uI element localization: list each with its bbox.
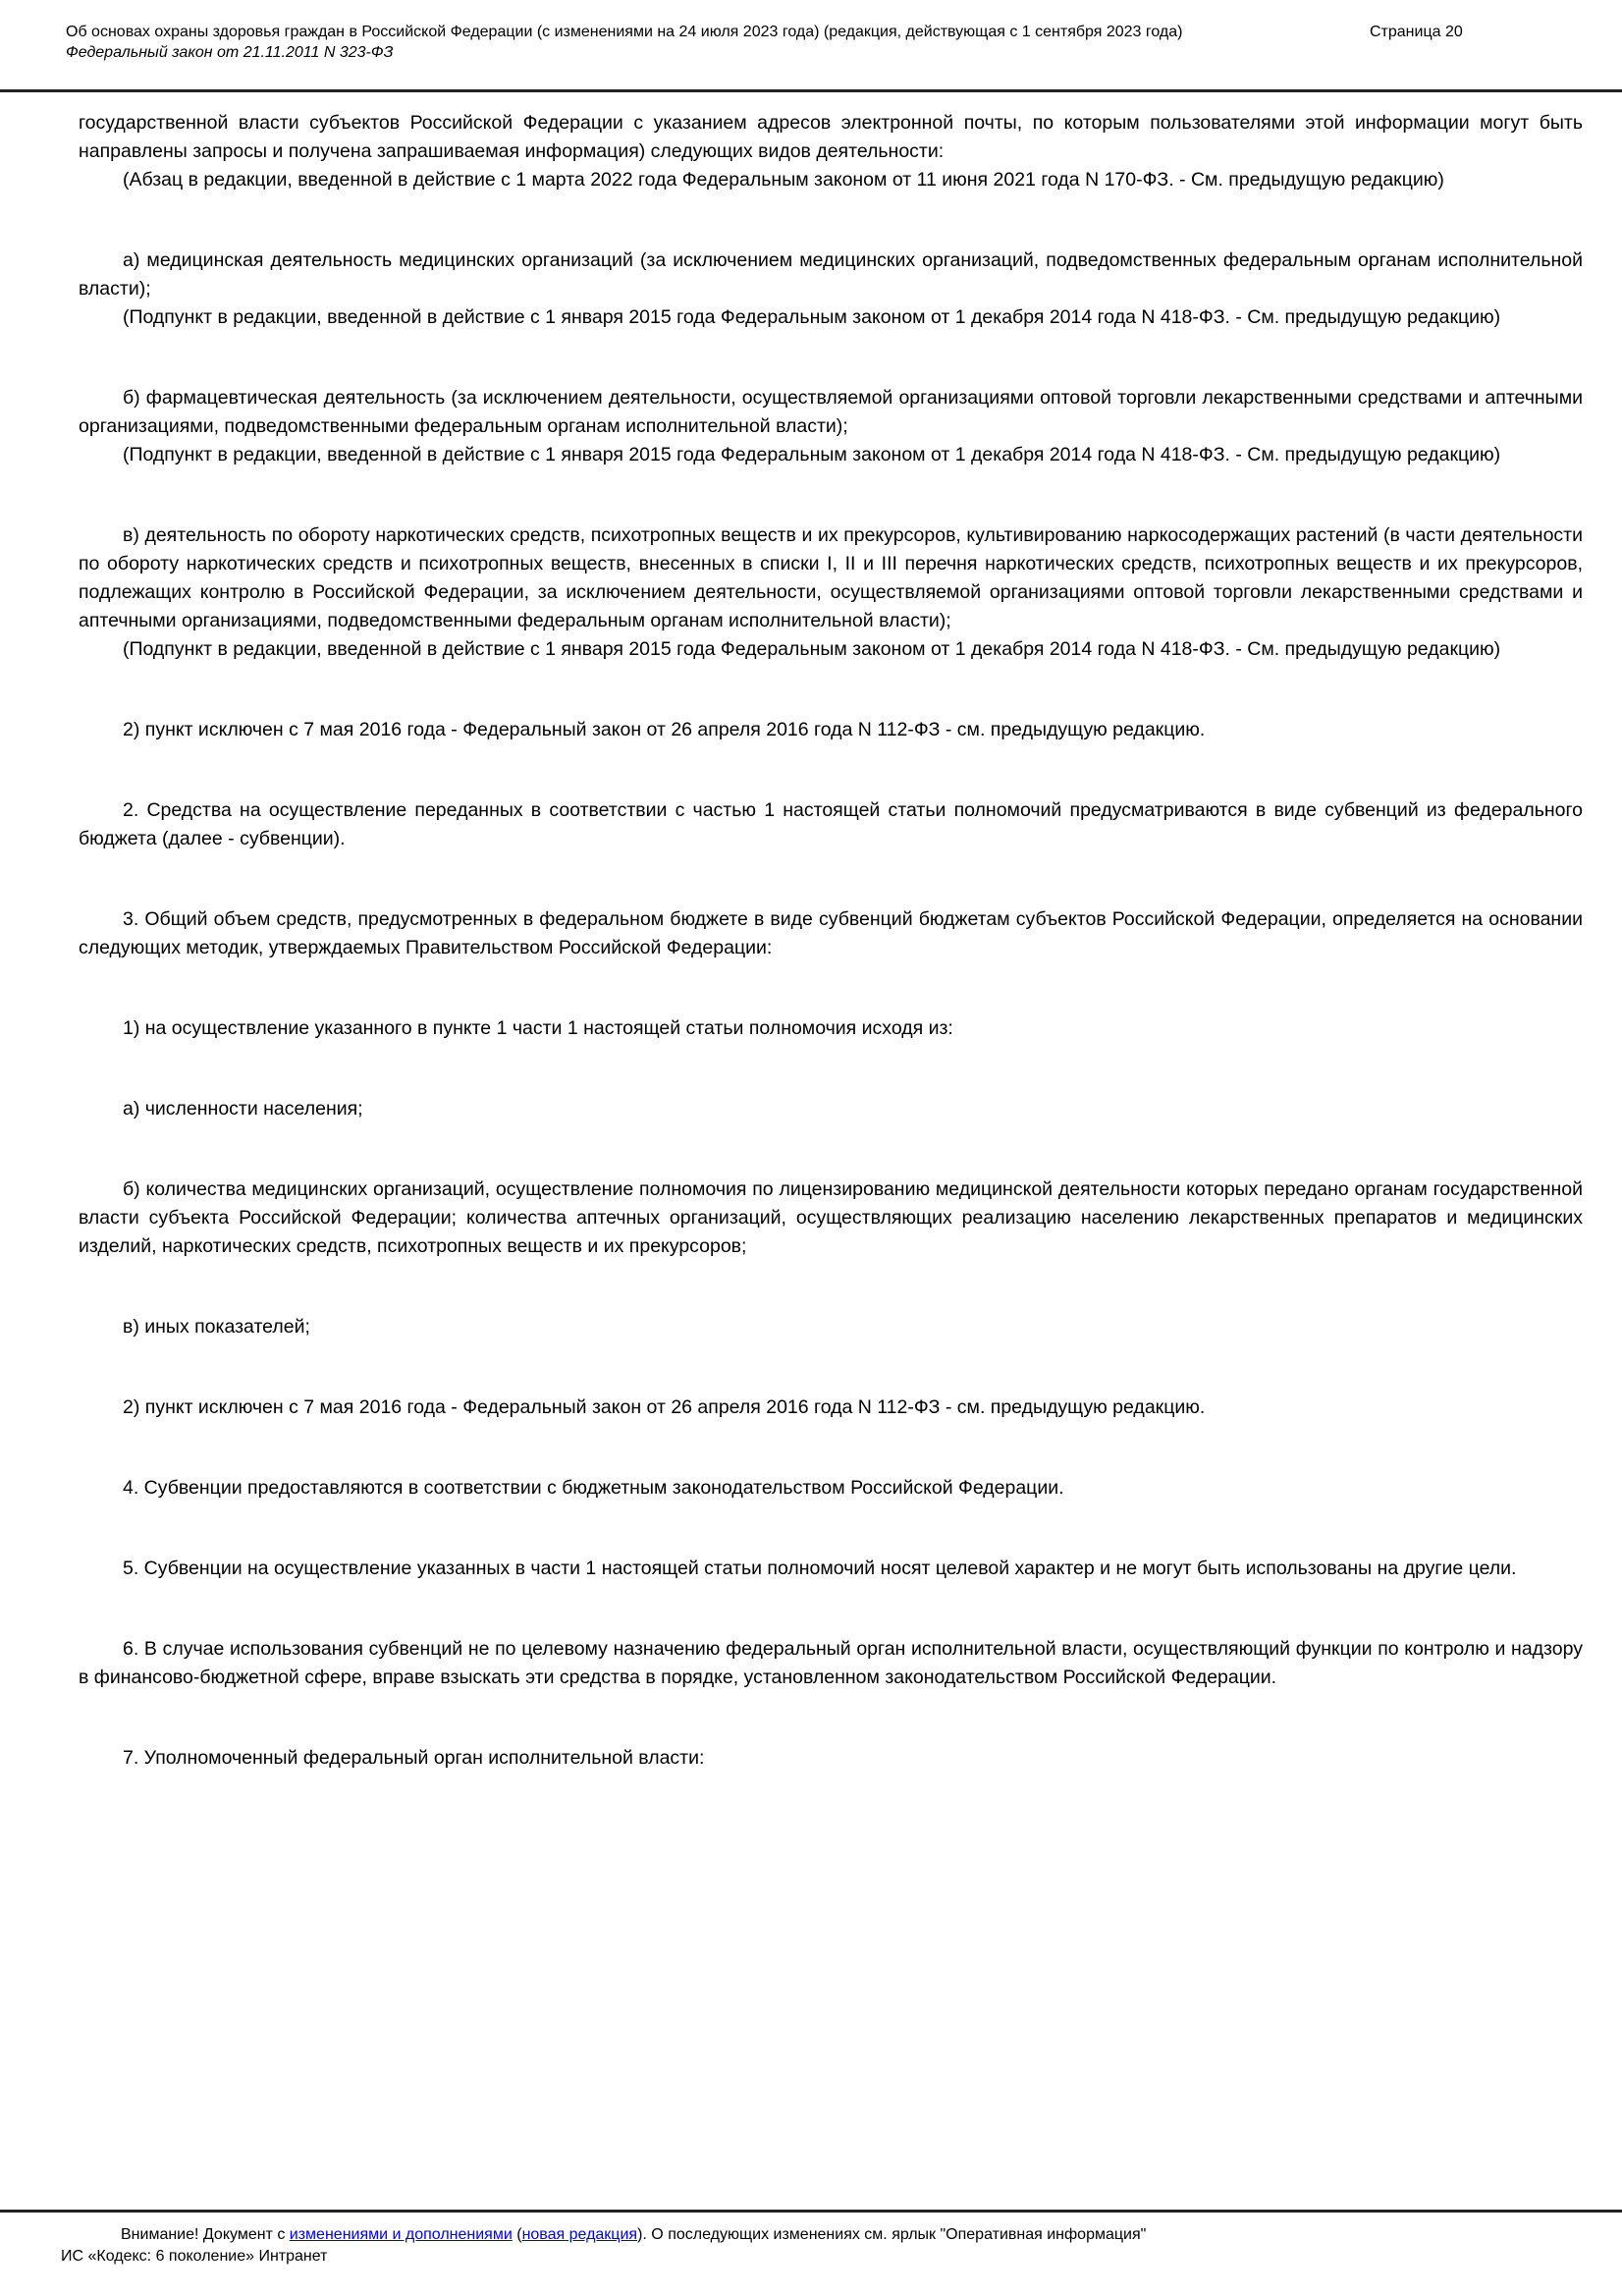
new-edition-link[interactable]: новая редакция [521, 2226, 638, 2243]
paragraph: а) медицинская деятельность медицинских организаций (за исключением медицинских организаций, подведомственных федеральным органам исполнительной власти); [79, 249, 1583, 300]
paragraph: 5. Субвенции на осуществление указанных в части 1 настоящей статьи полномочий носят целевой характер и не могут быть использованы на другие цели. [123, 1558, 1517, 1579]
footer-notice-text: ). О последующих изменениях см. ярлык "Оперативная информация" [637, 2226, 1147, 2243]
footer-notice-text: ( [512, 2226, 522, 2243]
page-number: Страница 20 [1370, 24, 1463, 40]
document-subtitle: Федеральный закон от 21.11.2011 N 323-ФЗ [66, 44, 394, 61]
paragraph: в) иных показателей; [123, 1316, 310, 1338]
paragraph: (Подпункт в редакции, введенной в действие с 1 января 2015 года Федеральным законом от 1 декабря 2014 года N 418-ФЗ. - См. предыдущую редакцию) [123, 444, 1501, 465]
system-label: ИС «Кодекс: 6 поколение» Интранет [61, 2248, 328, 2265]
paragraph: 4. Субвенции предоставляются в соответствии с бюджетным законодательством Российской Федерации. [123, 1477, 1064, 1499]
paragraph: (Подпункт в редакции, введенной в действие с 1 января 2015 года Федеральным законом от 1 декабря 2014 года N 418-ФЗ. - См. предыдущую редакцию) [123, 306, 1501, 328]
paragraph: 1) на осуществление указанного в пункте 1 части 1 настоящей статьи полномочия исходя из: [123, 1017, 953, 1039]
paragraph: (Абзац в редакции, введенной в действие с 1 марта 2022 года Федеральным законом от 11 июня 2021 года N 170-ФЗ. - См. предыдущую редакцию) [123, 169, 1444, 191]
document-footer [0, 2210, 1622, 2268]
paragraph: государственной власти субъектов Российской Федерации с указанием адресов электронной почты, по которым пользователями этой информации могут быть направлены запросы и получена запрашиваемая информация) следующих видов деятельности: [79, 112, 1583, 162]
paragraph: б) фармацевтическая деятельность (за исключением деятельности, осуществляемой организациями оптовой торговли лекарственными средствами и аптечными организациями, подведомственными федеральным органам исполнительной власти); [79, 387, 1583, 437]
paragraph: 7. Уполномоченный федеральный орган исполнительной власти: [123, 1747, 705, 1769]
amendments-link[interactable]: изменениями и дополнениями [289, 2226, 513, 2243]
paragraph: 3. Общий объем средств, предусмотренных в федеральном бюджете в виде субвенций бюджетам субъектов Российской Федерации, определяется на основании следующих методик, утверждаемых Правительством Российской Федерации: [79, 908, 1583, 958]
paragraph: а) численности населения; [123, 1098, 363, 1120]
paragraph: б) количества медицинских организаций, осуществление полномочия по лицензированию медицинской деятельности которых передано органам государственной власти субъекта Российской Федерации; количества аптечных организаций, осуществляющих реализацию населению лекарственных препаратов и медицинских изделий, наркотических средств, психотропных веществ и их прекурсоров; [79, 1178, 1583, 1257]
paragraph: 2) пункт исключен с 7 мая 2016 года - Федеральный закон от 26 апреля 2016 года N 112-ФЗ - см. предыдущую редакцию. [123, 1396, 1206, 1418]
document-title: Об основах охраны здоровья граждан в Российской Федерации (с изменениями на 24 июля 2023 года) (редакция, действующая с 1 сентября 2023 года) [66, 24, 1183, 40]
footer-notice-text: Внимание! Документ с [121, 2226, 290, 2243]
paragraph: в) деятельность по обороту наркотических средств, психотропных веществ и их прекурсоров, культивированию наркосодержащих растений (в части деятельности по обороту наркотических средств и психотропных веществ, внесенных в списки I, II и III перечня наркотических средств, психотропных веществ и их прекурсоров, подлежащих контролю в Российской Федерации, за исключением деятельности, осуществляемой организациями оптовой торговли лекарственными средствами и аптечными организациями, подведомственными федеральным органам исполнительной власти); [79, 524, 1583, 631]
paragraph: 6. В случае использования субвенций не по целевому назначению федеральный орган исполнительной власти, осуществляющий функции по контролю и надзору в финансово-бюджетной сфере, вправе взыскать эти средства в порядке, установленном законодательством Российской Федерации. [79, 1638, 1583, 1688]
paragraph: 2. Средства на осуществление переданных в соответствии с частью 1 настоящей статьи полномочий предусматриваются в виде субвенций из федерального бюджета (далее - субвенции). [79, 799, 1583, 849]
paragraph: (Подпункт в редакции, введенной в действие с 1 января 2015 года Федеральным законом от 1 декабря 2014 года N 418-ФЗ. - См. предыдущую редакцию) [123, 638, 1501, 660]
document-body [0, 92, 1622, 1773]
footer-notice [61, 2224, 1583, 2246]
paragraph: 2) пункт исключен с 7 мая 2016 года - Федеральный закон от 26 апреля 2016 года N 112-ФЗ - см. предыдущую редакцию. [123, 719, 1206, 740]
